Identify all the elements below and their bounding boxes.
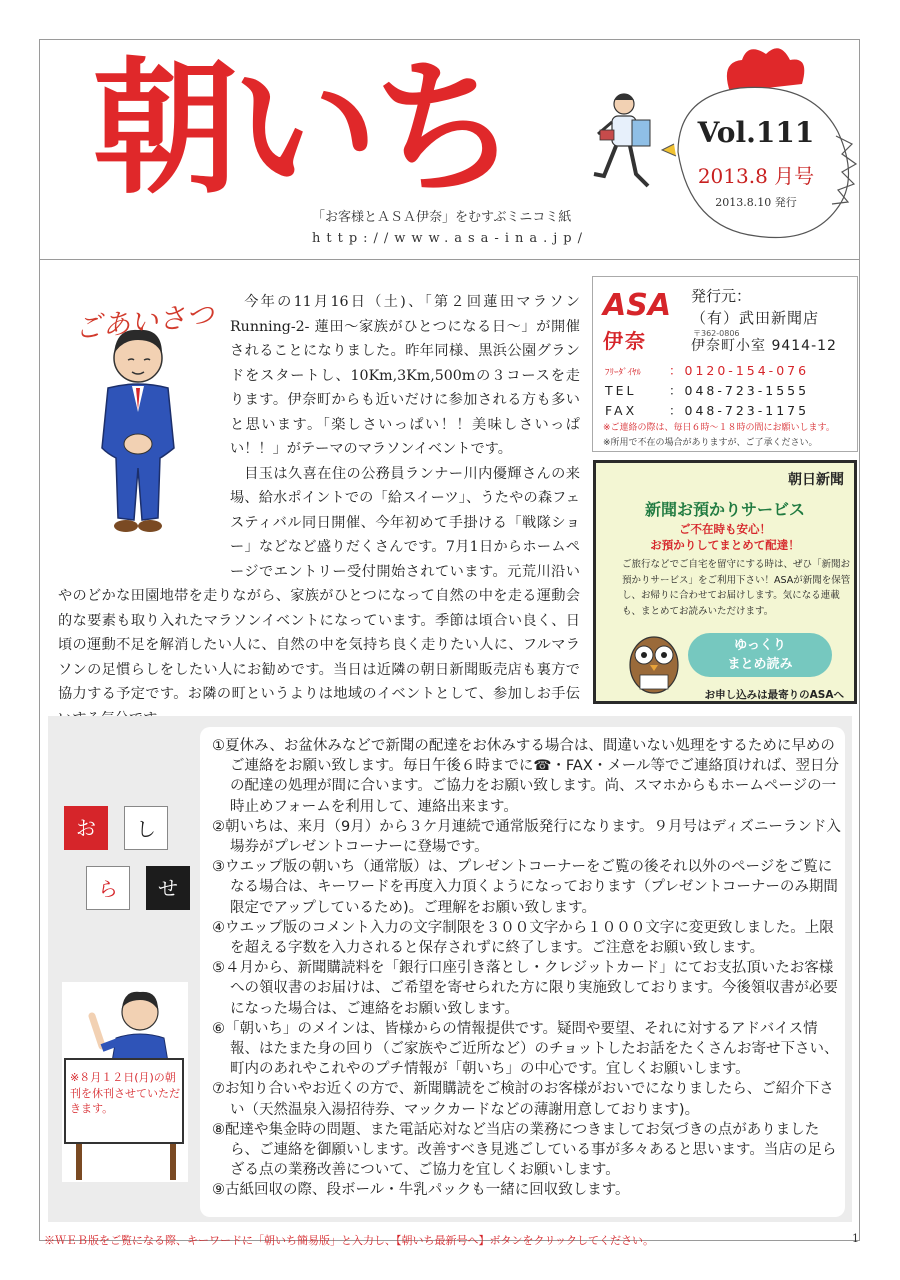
- ad-title: 新聞お預かりサービス: [644, 500, 805, 519]
- tel-row[interactable]: TEL ：048-723-1555: [605, 383, 810, 398]
- list-item: ②朝いちは、来月（9月）から３ケ月連続で通常版発行になります。９月号はディズニーランド入場券がプレゼントコーナーに登場です。: [212, 818, 841, 856]
- postal-code: 〒362-0806: [693, 329, 740, 338]
- greeting-article: [58, 290, 580, 731]
- website-url[interactable]: http://www.asa-ina.jp/: [312, 231, 588, 246]
- publisher-address: 伊奈町小室 9414-12: [691, 338, 837, 354]
- ad-speech-bubble: ゆっくり まとめ読み: [688, 633, 832, 677]
- ad-subtitle: お預かりしてまとめて配達！: [650, 538, 800, 552]
- free-dial-row[interactable]: ﾌﾘｰﾀﾞｲﾔﾙ ：0120-154-076: [605, 363, 810, 378]
- holiday-notice: ※８月１２日(月)の朝刊を休刊させていただきます。: [70, 1071, 180, 1115]
- illustration-space: [58, 290, 230, 576]
- publisher-label: 発行元：: [691, 287, 752, 305]
- list-item: ⑤４月から、新聞購読料を「銀行口座引き落とし・クレジットカード」にてお支払頂いたお客様への領収書のお届けは、ご希望を寄せられた方に限り実施致しております。今後領収書が必要になった場合は、ご連絡をお願い致します。: [212, 960, 838, 1017]
- ad-footer: お申し込みは最寄りのASAへ: [704, 689, 844, 701]
- notice-list: [212, 736, 842, 1201]
- list-item: ③ウエップ版の朝いち（通常版）は、プレゼントコーナーをご覧の後それ以外のページをご覧になる場合は、キーワードを再度入力頂くようになっております（プレゼントコーナーのみ期間限定でアップしているため)。ご理解をお願い致します。: [212, 859, 838, 916]
- list-item: ⑧配達や集金時の問題、また電話応対など当店の業務につきましてお気づきの点がありましたら、ご連絡を御願いします。改善すべき見逃ごしている事が多々あると思います。当店の足らざる点の業務改善について、ご協力を宜しくお願いします。: [212, 1121, 837, 1179]
- greeting-heading: ごあいさつ: [72, 297, 216, 346]
- ad-body: ご旅行などでご自宅を留守にする時は、ぜひ「新聞お預かりサービス」をご利用下さい！ASAが新聞を保管し、お帰りに合わせてお届けします。気になる連載も、まとめてお読みいただけます。: [622, 559, 851, 617]
- publisher-name: （有）武田新聞店: [691, 309, 820, 327]
- notice-tile: ら: [86, 866, 130, 910]
- page-number: 1: [852, 1232, 859, 1245]
- ad-subtitle: ご不在時も安心！: [679, 522, 771, 536]
- publish-date: 2013.8.10 発行: [715, 196, 797, 209]
- list-item: ⑨古紙回収の際、段ボール・牛乳パックも一緒に回収致します。: [212, 1182, 630, 1199]
- tagline: 「お客様とＡＳＡ伊奈」をむすぶミニコミ紙: [312, 210, 572, 225]
- notice-tile: せ: [146, 866, 190, 910]
- list-item: ⑦お知り合いやお近くの方で、新聞購読をご検討のお客様がおいでになりましたら、ご紹介下さい（天然温泉入湯招待券、マックカードなどの薄謝用意しております)。: [212, 1081, 834, 1118]
- asahi-brand: 朝日新聞: [788, 472, 844, 488]
- article-paragraph: 目玉は久喜在住の公務員ランナー川内優輝さんの来場、給水ポイントでの「給スイーツ」、うたやの森フェスティバル同日開催、今年初めて手掛ける「戦隊ショー」などなど盛りだくさんです。7月1日からホームページでエントリー受付開始されています。元荒川沿いやのどかな田園地帯を走りながら、家族がひとつになって自然の中を走る運動会的な要素も取り入れたマラソンイベントになっています。季節は頃合い良く、日頃の運動不足を解消したい人に、自然の中を気持ち良く走りたい人に、フルマラソンの足慣らしをしたい人にお勧めです。当日は近隣の朝日新聞販売店も裏方で協力する予定です。お隣の町というよりは地域のイベントとして、参加しお手伝: [58, 465, 580, 702]
- volume-number: Vol.111: [697, 116, 815, 149]
- publisher-info-box: [592, 276, 858, 452]
- list-item: ⑥「朝いち」のメインは、皆様からの情報提供です。疑問や要望、それに対するアドバイス情報、はたまた身の回り（ご家族やご近所など）のチョットしたお話をたくさんお寄せ下さい、町内のあれやこれやのプチ情報が「朝いち」の中心です。宜しくお願いします。: [212, 1020, 839, 1078]
- list-item: ④ウエップ版のコメント入力の文字制限を３００文字から１０００文字に変更致しました。上限を超える字数を入力されると保存されずに終了します。ご注意をお願い致します。: [212, 919, 834, 957]
- web-keyword-note: ※ＷＥＢ版をご覧になる際、キーワードに「朝いち簡易版」と入力し、【朝いち最新号へ】ボタンをクリックしてください。: [44, 1234, 655, 1247]
- header-divider: [39, 259, 860, 260]
- notice-tile: お: [64, 806, 108, 850]
- issue-month: 2013.8 月号: [697, 164, 815, 188]
- notice-tile: し: [124, 806, 168, 850]
- absence-note: ※所用で不在の場合がありますが、ご了承ください。: [603, 438, 818, 448]
- newsletter-title: 朝いち: [92, 44, 512, 214]
- hold-service-ad: [593, 460, 857, 704]
- runner-illustration: [580, 90, 658, 198]
- fax-row: FAX ：048-723-1175: [605, 403, 810, 418]
- article-paragraph: 今年の11月16日（土)、「第２回蓮田マラソンRunning-2- 蓮田～家族がひとつになる日～」が開催されることになりました。昨年同様、黒浜公園グランドをスタートし、10Km,3Km,500mの３コースを走ります。伊奈町からも近いだけに参加される方も多いと思います。「楽しさいっぱい！！美味しさいっぱい！！」がテーマのマラソンイベントです。: [230, 294, 580, 457]
- owl-icon: [622, 625, 686, 695]
- list-item: ①夏休み、お盆休みなどで新聞の配達をお休みする場合は、間違いない処理をするために早めのご連絡をお願い致します。毎日午後６時までに☎・FAX・メール等でご連絡頂ければ、翌日分の配達の処理が間に合います。ご協力をお願い致します。尚、スマホからもホームページの一時止めフォームを利用して、連絡出来ます。: [212, 738, 839, 815]
- contact-hours-note: ※ご連絡の際は、毎日６時～１８時の間にお願いします。: [603, 423, 835, 433]
- asa-logo: ASA 伊奈: [603, 288, 672, 353]
